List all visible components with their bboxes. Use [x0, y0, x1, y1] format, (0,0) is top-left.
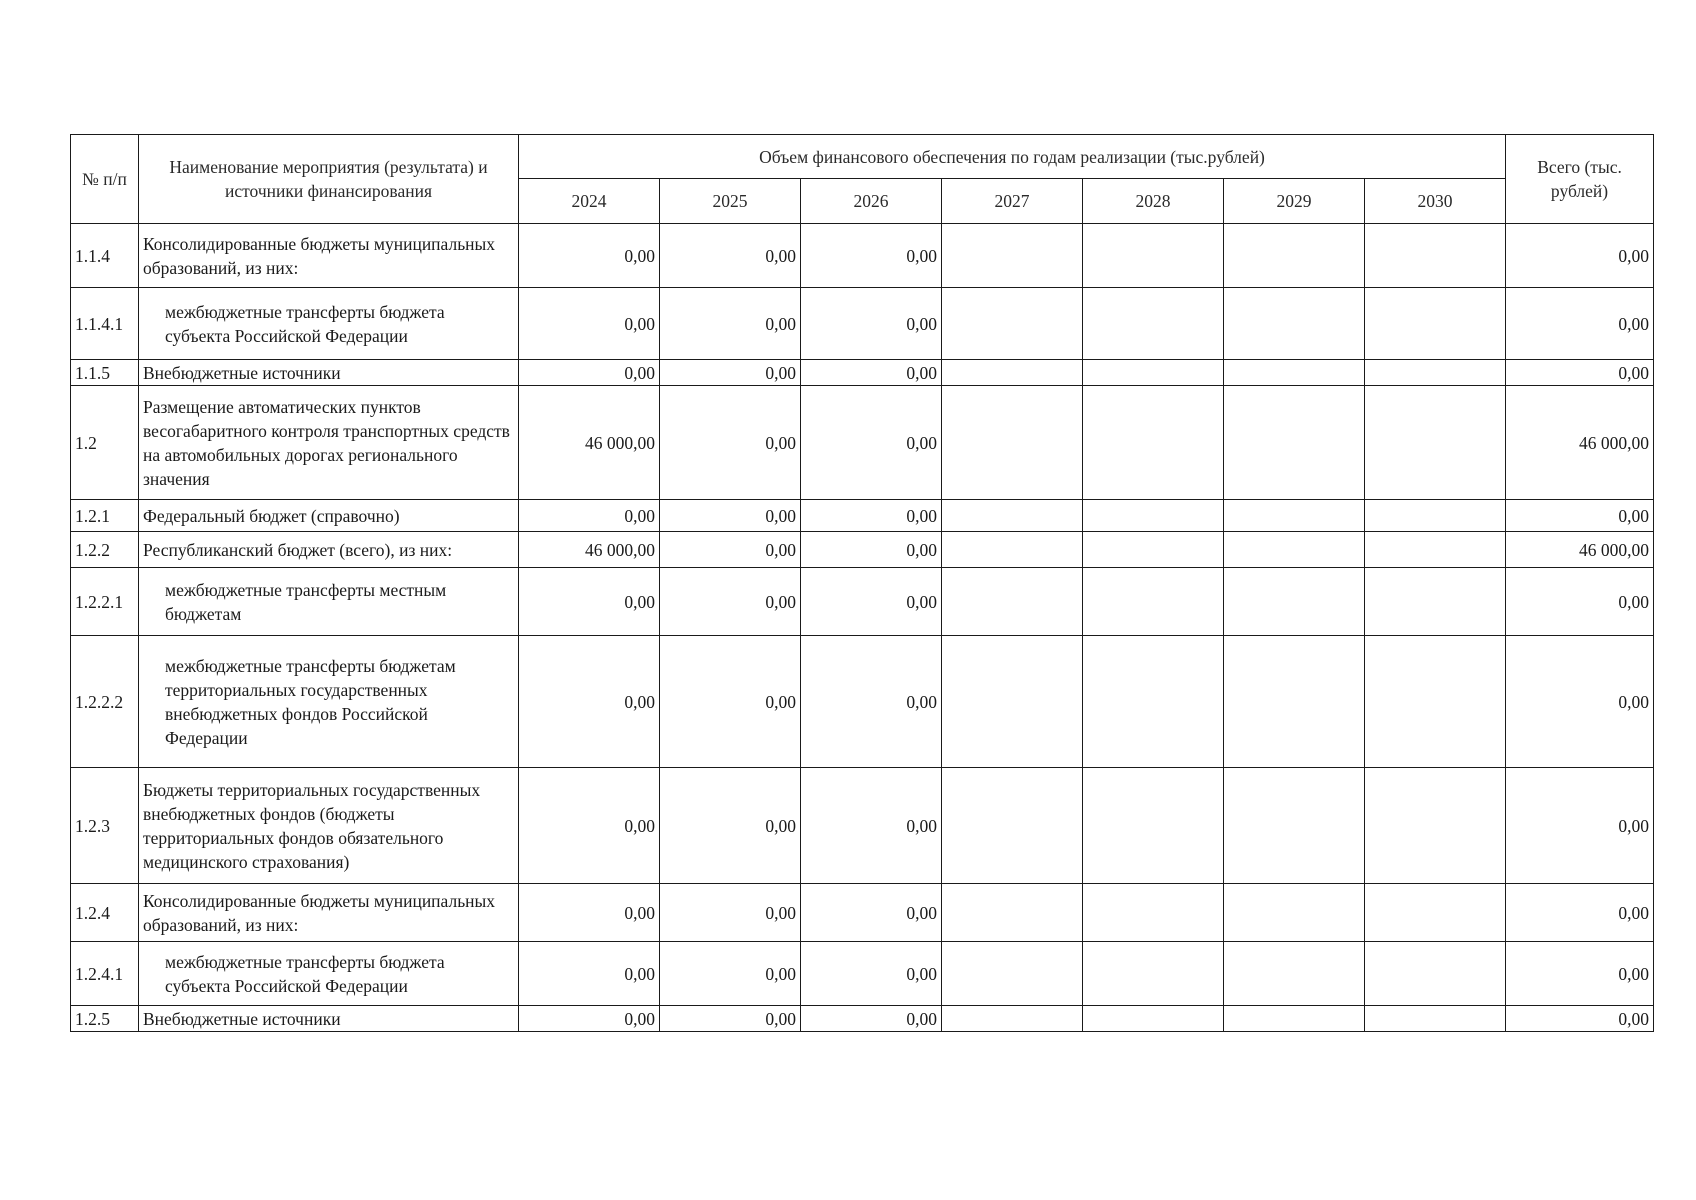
- year-value-cell: 0,00: [660, 288, 801, 360]
- row-number: 1.2.2: [71, 532, 139, 568]
- num-header: № п/п: [71, 135, 139, 224]
- year-value-cell: [1365, 568, 1506, 636]
- year-value-cell: [1365, 386, 1506, 500]
- year-value-cell: [942, 386, 1083, 500]
- table-row: [71, 884, 1654, 942]
- year-value-cell: [1365, 1006, 1506, 1032]
- row-number: 1.2.2.1: [71, 568, 139, 636]
- row-number: 1.2: [71, 386, 139, 500]
- row-number: 1.2.1: [71, 500, 139, 532]
- year-header: 2025: [660, 179, 801, 224]
- year-value-cell: 0,00: [801, 942, 942, 1006]
- year-value-cell: 0,00: [519, 884, 660, 942]
- year-value-cell: [942, 224, 1083, 288]
- year-value-cell: 0,00: [801, 568, 942, 636]
- row-name: Внебюджетные источники: [139, 1006, 519, 1032]
- year-header: 2024: [519, 179, 660, 224]
- budget-sheet: [70, 134, 1653, 1032]
- year-header: 2029: [1224, 179, 1365, 224]
- year-value-cell: 0,00: [519, 768, 660, 884]
- table-row: [71, 288, 1654, 360]
- year-value-cell: [942, 1006, 1083, 1032]
- year-value-cell: 0,00: [660, 884, 801, 942]
- year-header: 2028: [1083, 179, 1224, 224]
- year-value-cell: 0,00: [801, 884, 942, 942]
- year-value-cell: 0,00: [660, 942, 801, 1006]
- year-value-cell: [942, 568, 1083, 636]
- total-value-cell: 0,00: [1506, 636, 1654, 768]
- year-value-cell: [1224, 884, 1365, 942]
- year-value-cell: 46 000,00: [519, 532, 660, 568]
- row-name: межбюджетные трансферты бюджетам территориальных государственных внебюджетных фондов Российской Федерации: [139, 636, 519, 768]
- year-value-cell: 0,00: [801, 500, 942, 532]
- table-row: [71, 636, 1654, 768]
- year-value-cell: [1365, 532, 1506, 568]
- year-value-cell: 0,00: [801, 224, 942, 288]
- row-number: 1.2.4.1: [71, 942, 139, 1006]
- table-body: [71, 224, 1654, 1032]
- year-value-cell: 0,00: [660, 768, 801, 884]
- year-value-cell: [1365, 500, 1506, 532]
- year-value-cell: [942, 360, 1083, 386]
- name-header: Наименование мероприятия (результата) и источники финансирования: [139, 135, 519, 224]
- row-name: Федеральный бюджет (справочно): [139, 500, 519, 532]
- table-header: [71, 135, 1654, 224]
- year-value-cell: 0,00: [801, 288, 942, 360]
- year-value-cell: [1365, 768, 1506, 884]
- year-value-cell: [1083, 224, 1224, 288]
- year-value-cell: 0,00: [660, 1006, 801, 1032]
- year-value-cell: [1365, 224, 1506, 288]
- row-name: Консолидированные бюджеты муниципальных образований, из них:: [139, 884, 519, 942]
- total-value-cell: 0,00: [1506, 224, 1654, 288]
- year-value-cell: [1083, 636, 1224, 768]
- row-name: Республиканский бюджет (всего), из них:: [139, 532, 519, 568]
- table-row: [71, 1006, 1654, 1032]
- year-header: 2026: [801, 179, 942, 224]
- year-value-cell: [1083, 386, 1224, 500]
- total-value-cell: 0,00: [1506, 768, 1654, 884]
- year-value-cell: 0,00: [519, 288, 660, 360]
- year-value-cell: 0,00: [801, 1006, 942, 1032]
- row-name: межбюджетные трансферты местным бюджетам: [139, 568, 519, 636]
- year-value-cell: [1365, 636, 1506, 768]
- year-value-cell: 0,00: [519, 636, 660, 768]
- year-value-cell: [1083, 942, 1224, 1006]
- year-value-cell: [1224, 500, 1365, 532]
- year-value-cell: 0,00: [519, 360, 660, 386]
- table-row: [71, 942, 1654, 1006]
- year-value-cell: 0,00: [519, 942, 660, 1006]
- year-value-cell: [1083, 288, 1224, 360]
- year-value-cell: 0,00: [660, 568, 801, 636]
- row-name: Размещение автоматических пунктов весогабаритного контроля транспортных средств на автомобильных дорогах регионального значения: [139, 386, 519, 500]
- row-number: 1.1.4.1: [71, 288, 139, 360]
- year-value-cell: [1224, 1006, 1365, 1032]
- year-value-cell: [1083, 884, 1224, 942]
- year-value-cell: [1224, 360, 1365, 386]
- year-value-cell: 0,00: [660, 636, 801, 768]
- year-value-cell: [1224, 568, 1365, 636]
- financing-table: [70, 134, 1654, 1032]
- total-value-cell: 0,00: [1506, 1006, 1654, 1032]
- year-value-cell: 0,00: [801, 386, 942, 500]
- year-value-cell: 0,00: [660, 360, 801, 386]
- total-value-cell: 0,00: [1506, 360, 1654, 386]
- year-value-cell: 46 000,00: [519, 386, 660, 500]
- total-value-cell: 0,00: [1506, 884, 1654, 942]
- year-value-cell: [1365, 884, 1506, 942]
- row-name: Бюджеты территориальных государственных внебюджетных фондов (бюджеты территориальных фондов обязательного медицинского страхования): [139, 768, 519, 884]
- year-value-cell: [942, 942, 1083, 1006]
- total-value-cell: 0,00: [1506, 500, 1654, 532]
- year-value-cell: [1224, 942, 1365, 1006]
- year-value-cell: [1224, 224, 1365, 288]
- year-value-cell: [1083, 532, 1224, 568]
- table-row: [71, 224, 1654, 288]
- year-value-cell: [1083, 500, 1224, 532]
- year-value-cell: 0,00: [660, 386, 801, 500]
- row-name: межбюджетные трансферты бюджета субъекта Российской Федерации: [139, 288, 519, 360]
- row-name: межбюджетные трансферты бюджета субъекта Российской Федерации: [139, 942, 519, 1006]
- year-value-cell: 0,00: [519, 1006, 660, 1032]
- row-number: 1.2.5: [71, 1006, 139, 1032]
- table-row: [71, 532, 1654, 568]
- year-value-cell: 0,00: [519, 224, 660, 288]
- row-number: 1.1.4: [71, 224, 139, 288]
- year-value-cell: [942, 532, 1083, 568]
- table-row: [71, 768, 1654, 884]
- year-value-cell: [1083, 360, 1224, 386]
- year-value-cell: [1083, 1006, 1224, 1032]
- year-value-cell: 0,00: [519, 568, 660, 636]
- total-value-cell: 46 000,00: [1506, 386, 1654, 500]
- total-value-cell: 0,00: [1506, 568, 1654, 636]
- year-value-cell: 0,00: [801, 768, 942, 884]
- row-number: 1.2.2.2: [71, 636, 139, 768]
- year-value-cell: [1224, 386, 1365, 500]
- table-row: [71, 386, 1654, 500]
- table-row: [71, 568, 1654, 636]
- year-value-cell: 0,00: [660, 532, 801, 568]
- year-value-cell: 0,00: [660, 500, 801, 532]
- year-value-cell: [942, 884, 1083, 942]
- year-value-cell: [1224, 288, 1365, 360]
- year-value-cell: 0,00: [801, 636, 942, 768]
- year-value-cell: 0,00: [801, 532, 942, 568]
- year-value-cell: 0,00: [519, 500, 660, 532]
- year-value-cell: [1365, 360, 1506, 386]
- year-header: 2027: [942, 179, 1083, 224]
- total-value-cell: 0,00: [1506, 288, 1654, 360]
- row-number: 1.2.3: [71, 768, 139, 884]
- year-value-cell: 0,00: [660, 224, 801, 288]
- row-number: 1.1.5: [71, 360, 139, 386]
- year-value-cell: [1224, 532, 1365, 568]
- row-number: 1.2.4: [71, 884, 139, 942]
- year-value-cell: [1224, 768, 1365, 884]
- year-value-cell: [942, 768, 1083, 884]
- year-value-cell: [1224, 636, 1365, 768]
- year-value-cell: [1365, 288, 1506, 360]
- row-name: Консолидированные бюджеты муниципальных образований, из них:: [139, 224, 519, 288]
- total-header: Всего (тыс. рублей): [1506, 135, 1654, 224]
- year-value-cell: 0,00: [801, 360, 942, 386]
- row-name: Внебюджетные источники: [139, 360, 519, 386]
- year-value-cell: [942, 288, 1083, 360]
- year-value-cell: [1083, 768, 1224, 884]
- year-value-cell: [942, 500, 1083, 532]
- table-row: [71, 360, 1654, 386]
- total-value-cell: 46 000,00: [1506, 532, 1654, 568]
- year-value-cell: [1083, 568, 1224, 636]
- year-header: 2030: [1365, 179, 1506, 224]
- year-value-cell: [1365, 942, 1506, 1006]
- volume-header: Объем финансового обеспечения по годам реализации (тыс.рублей): [519, 135, 1506, 179]
- total-value-cell: 0,00: [1506, 942, 1654, 1006]
- table-row: [71, 500, 1654, 532]
- year-value-cell: [942, 636, 1083, 768]
